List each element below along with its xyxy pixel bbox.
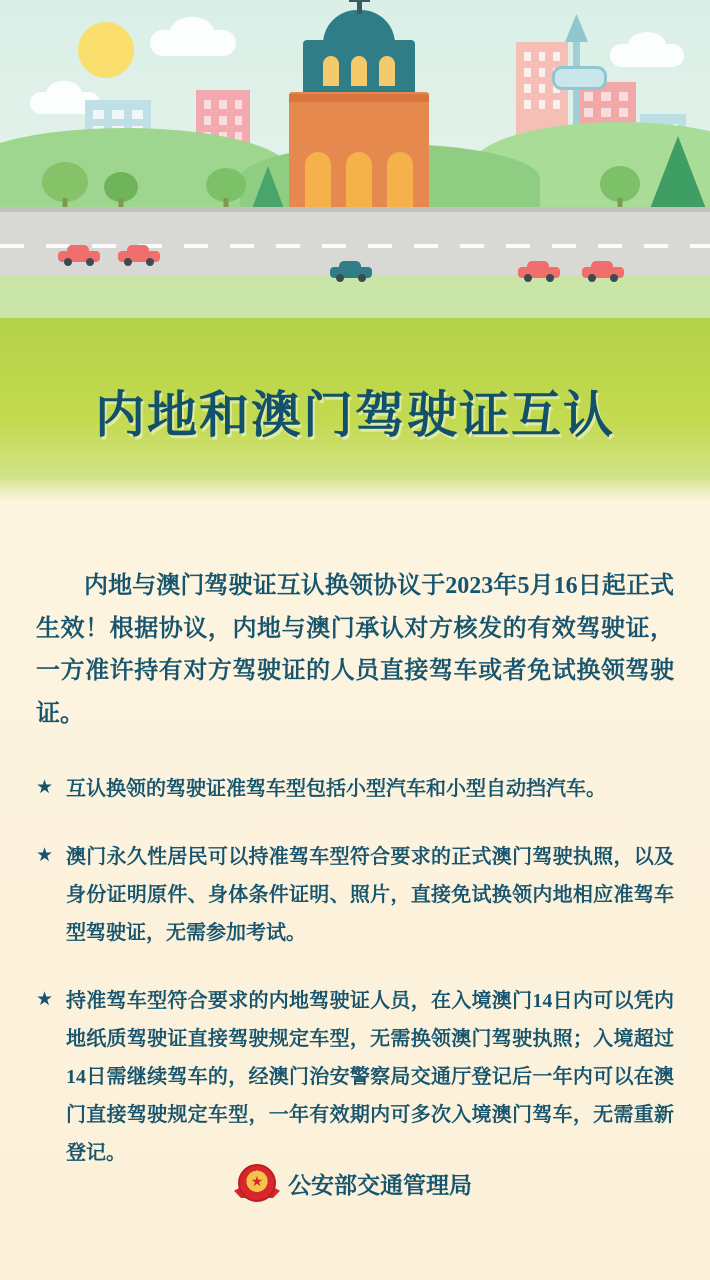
car-icon: [582, 262, 624, 282]
list-item-text: 互认换领的驾驶证准驾车型包括小型汽车和小型自动挡汽车。: [66, 777, 606, 800]
star-icon: ★: [36, 844, 54, 866]
sun-icon: [78, 22, 134, 78]
macau-tower-ring-icon: [552, 66, 607, 90]
car-icon: [58, 246, 100, 266]
list-item-text: 持准驾车型符合要求的内地驾驶证人员，在入境澳门14日内可以凭内地纸质驾驶证直接驾驶规定车型，无需换领澳门驾驶执照；入境超过14日需继续驾车的，经澳门治安警察局交通厅登记后一年内可以在澳门直接驾驶规定车型，一年有效期内可多次入境澳门驾车，无需重新登记。: [66, 989, 674, 1164]
macau-tower-top-icon: [565, 14, 588, 42]
lead-paragraph: 内地与澳门驾驶证互认换领协议于2023年5月16日起正式生效！根据协议，内地与澳门承认对方核发的有效驾驶证，一方准许持有对方驾驶证的人员直接驾车或者免试换领驾驶证。: [36, 573, 674, 728]
hero-illustration: [0, 0, 710, 318]
cloud-icon: [610, 44, 684, 67]
page-title: 内地和澳门驾驶证互认: [95, 386, 615, 443]
cloud-icon: [150, 30, 236, 56]
star-icon: ★: [36, 988, 54, 1010]
car-icon: [118, 246, 160, 266]
road-dashes: [0, 244, 710, 248]
footer: [0, 1164, 710, 1202]
title-band: [0, 318, 710, 503]
grass-strip: [0, 276, 710, 318]
list-item: [36, 770, 674, 808]
police-emblem-icon: ★: [238, 1164, 276, 1202]
tree-icon: [42, 158, 88, 214]
list-item-text: 澳门永久性居民可以持准驾车型符合要求的正式澳门驾驶执照，以及身份证明原件、身体条件证明、照片，直接免试换领内地相应准驾车型驾驶证，无需参加考试。: [66, 845, 674, 944]
car-icon: [330, 262, 372, 282]
bullet-list: [36, 770, 674, 1172]
star-icon: ★: [36, 776, 54, 798]
pine-tree-icon: [648, 136, 708, 214]
ruins-of-st-pauls-icon: [281, 18, 437, 214]
list-item: [36, 838, 674, 952]
issuing-authority-label: 公安部交通管理局: [288, 1172, 472, 1198]
list-item: [36, 982, 674, 1172]
car-icon: [518, 262, 560, 282]
poster-content: [0, 503, 710, 1172]
